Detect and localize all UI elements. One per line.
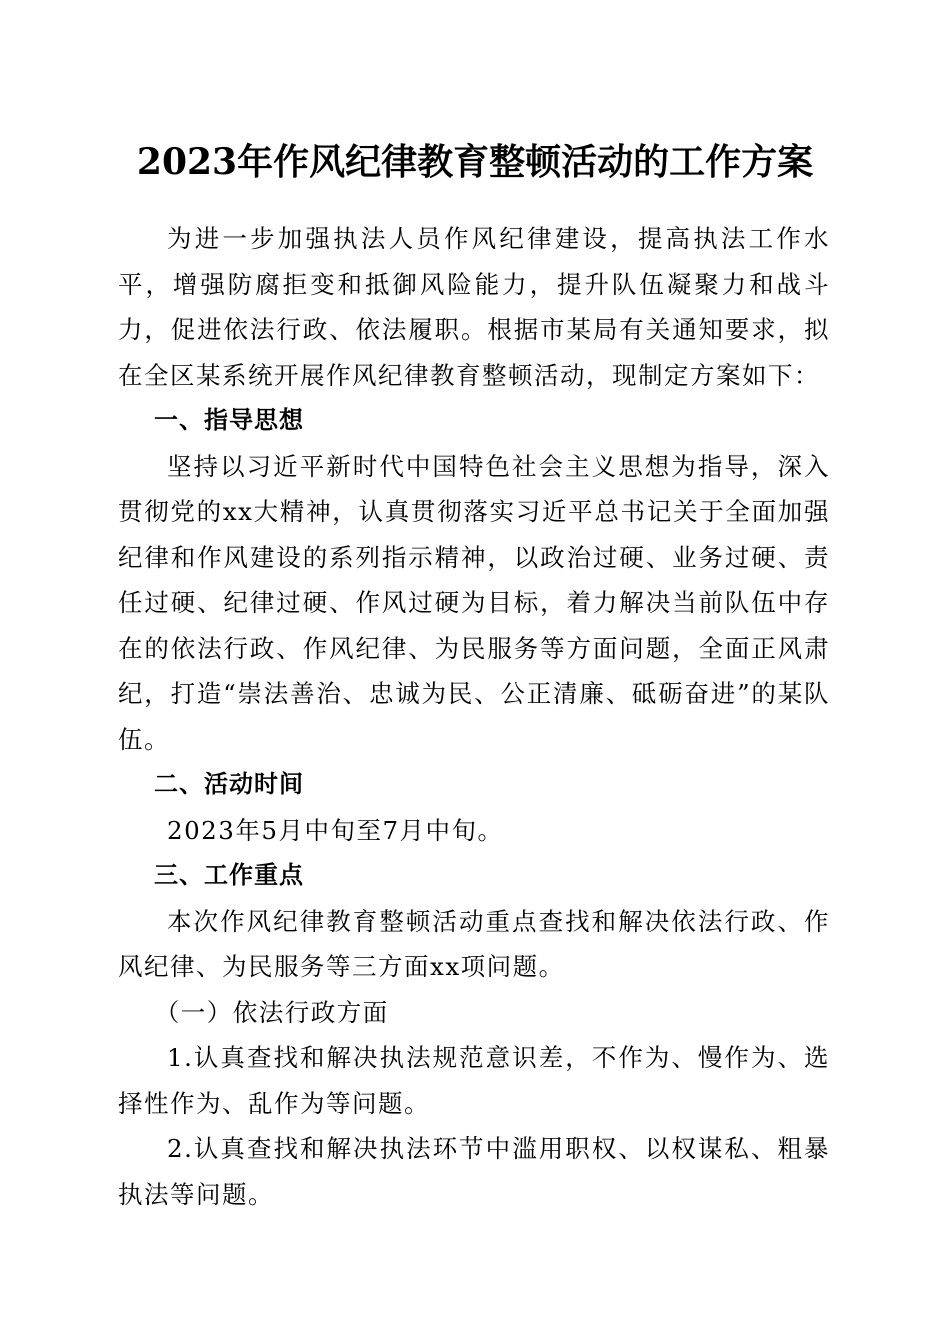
section-heading-activity-time: 二、活动时间 — [154, 770, 304, 798]
document-body — [118, 208, 830, 1217]
subsection-heading-law-administration: （一）依法行政方面 — [154, 997, 389, 1027]
intro-paragraph: 为进一步加强执法人员作风纪律建设，提高执法工作水平，增强防腐拒变和抵御风险能力，提升队伍凝聚力和战斗力，促进依法行政、依法履职。根据市某局有关通知要求，拟在全区某系统开展作风纪律教育整顿活动，现制定方案如下： — [118, 224, 830, 390]
list-item: 1.认真查找和解决执法规范意识差，不作为、慢作为、选择性作为、乱作为等问题。 — [118, 1043, 830, 1118]
document-title: 2023年作风纪律教育整顿活动的工作方案 — [136, 141, 814, 183]
section-heading-guiding-ideology: 一、指导思想 — [154, 406, 304, 434]
activity-time-paragraph: 2023年5月中旬至7月中旬。 — [167, 815, 504, 845]
guiding-ideology-paragraph: 坚持以习近平新时代中国特色社会主义思想为指导，深入贯彻党的xx大精神，认真贯彻落实习近平总书记关于全面加强纪律和作风建设的系列指示精神，以政治过硬、业务过硬、责任过硬、纪律过硬、作风过硬为目标，着力解决当前队伍中存在的依法行政、作风纪律、为民服务等方面问题，全面正风肃纪，打造“崇法善治、忠诚为民、公正清廉、砥砺奋进”的某队伍。 — [118, 451, 830, 754]
work-focus-paragraph: 本次作风纪律教育整顿活动重点查找和解决依法行政、作风纪律、为民服务等三方面xx项问题。 — [118, 906, 830, 981]
section-heading-work-focus: 三、工作重点 — [154, 861, 304, 889]
list-item: 2.认真查找和解决执法环节中滥用职权、以权谋私、粗暴执法等问题。 — [118, 1134, 830, 1209]
